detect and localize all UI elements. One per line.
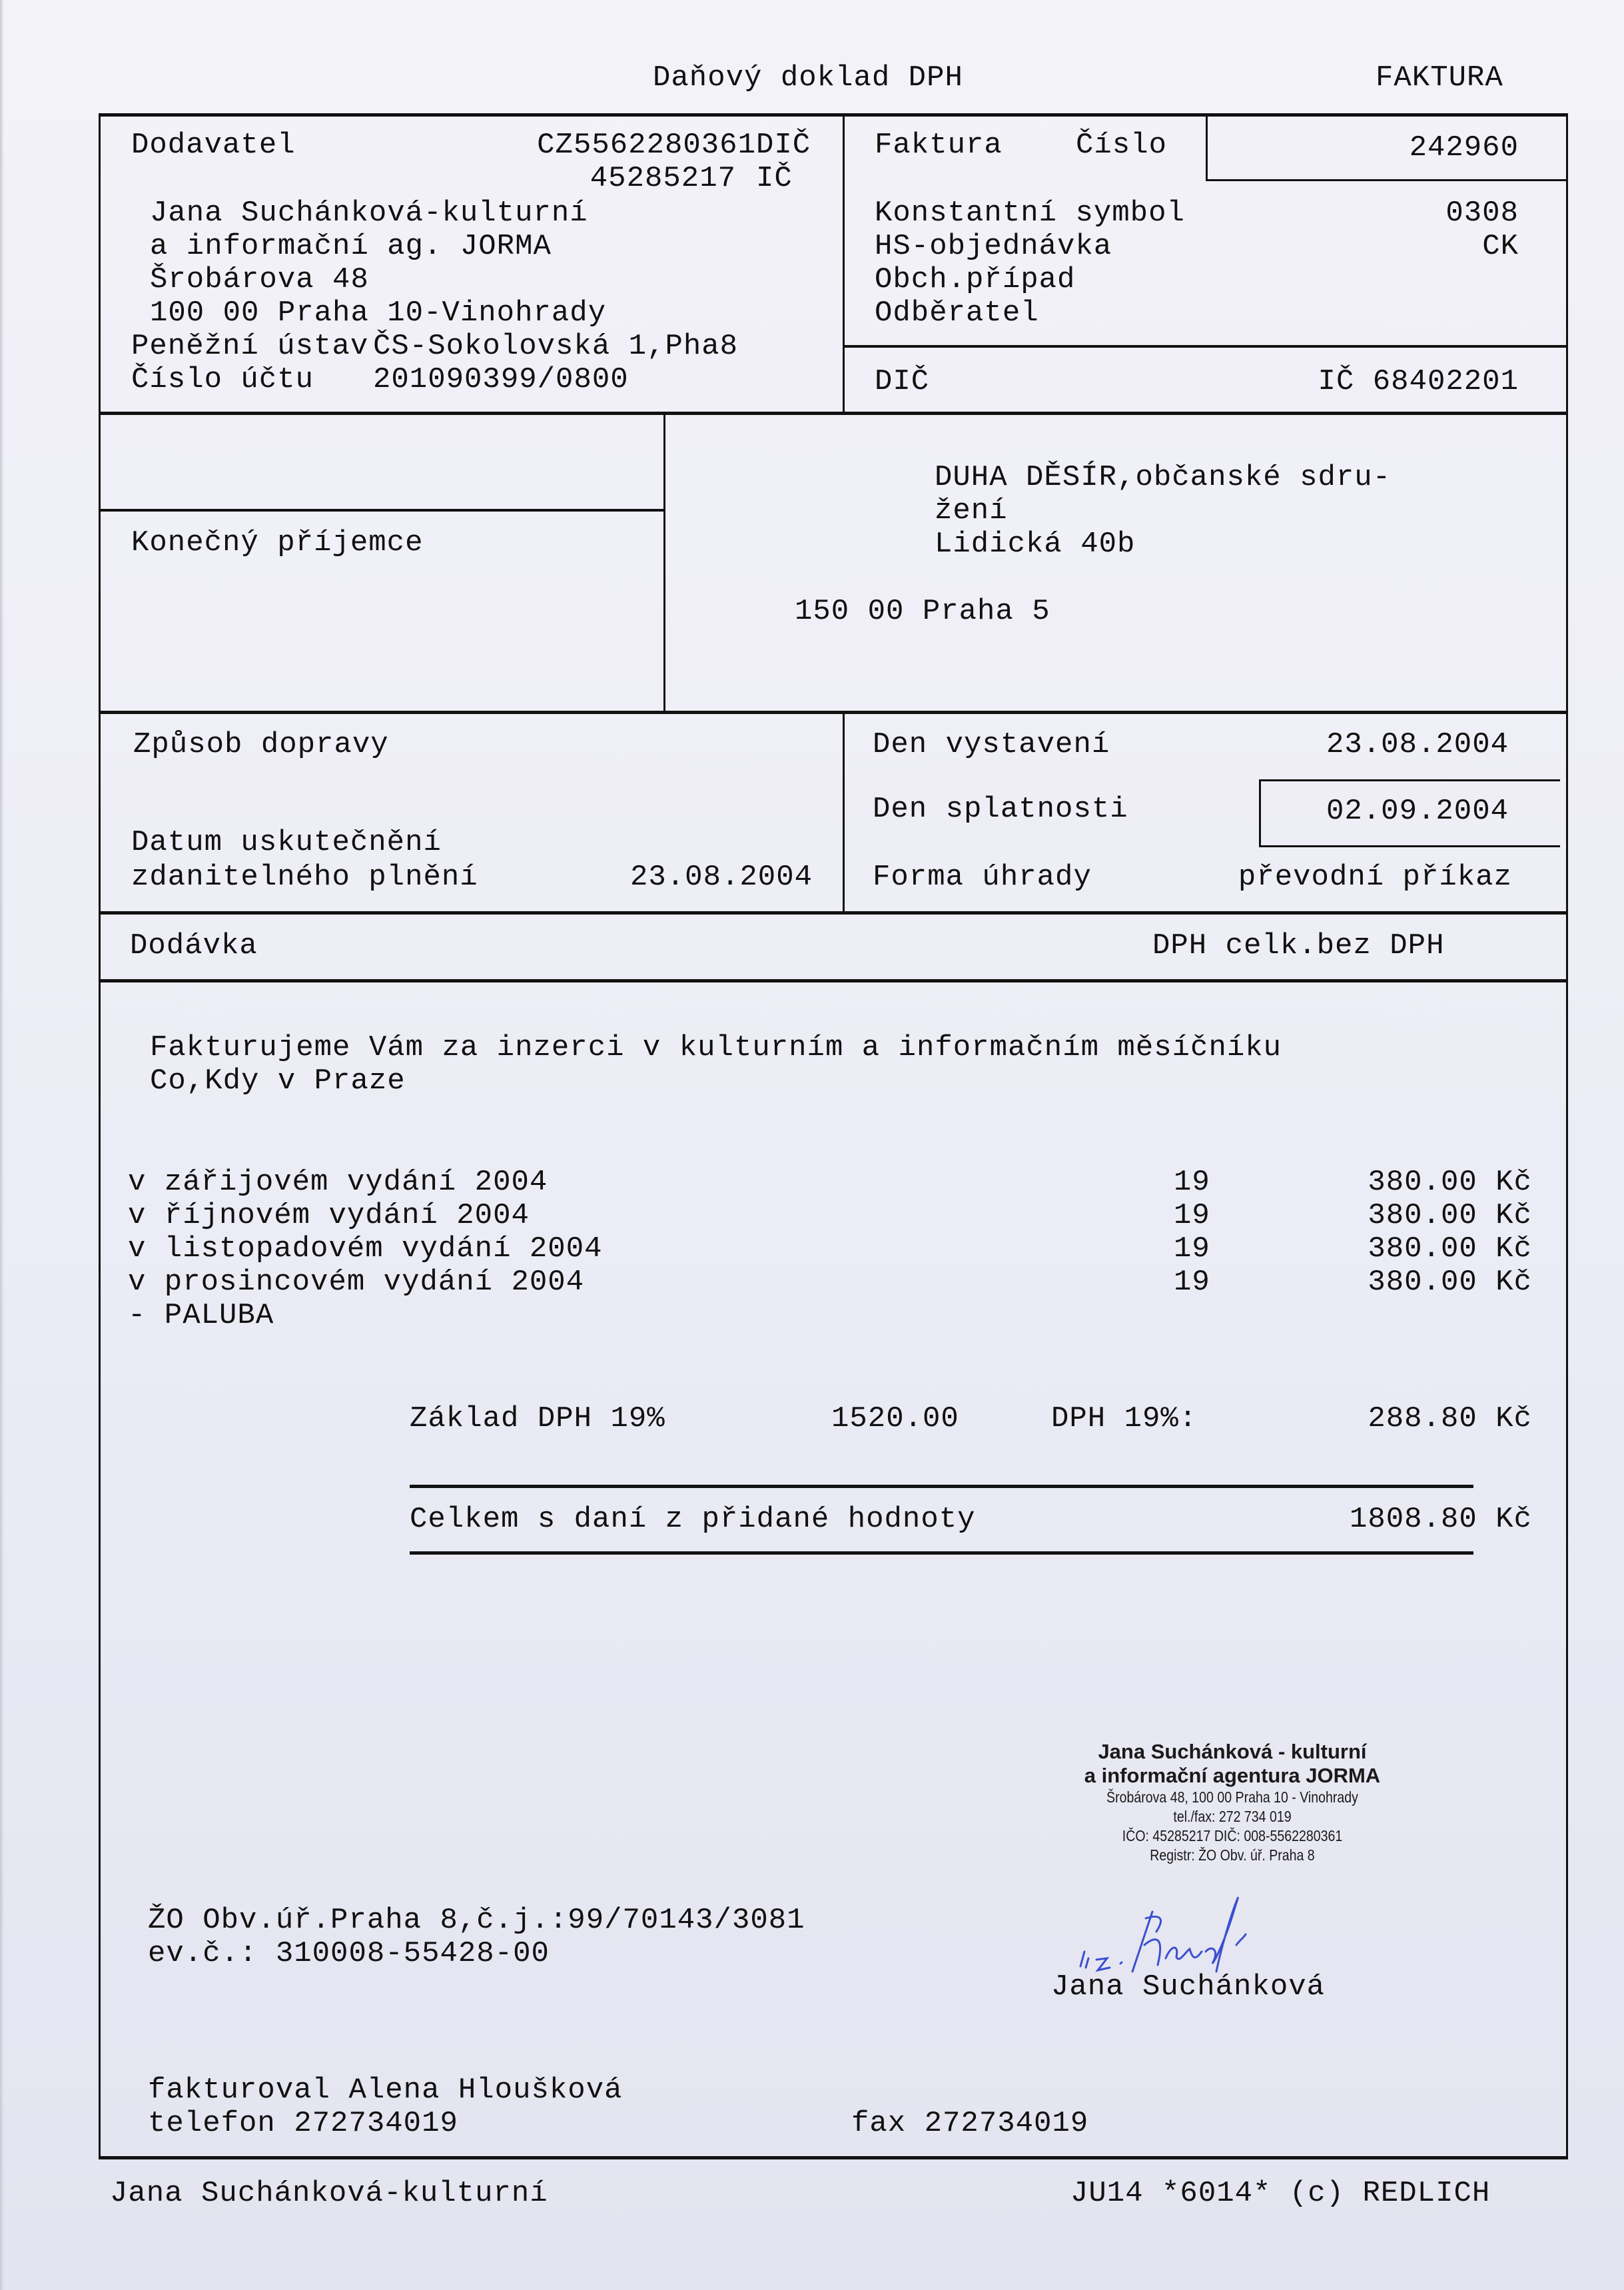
supplier-dic-label: DIČ — [756, 129, 811, 162]
divider — [99, 412, 1568, 415]
payment-method-label: Forma úhrady — [873, 861, 1092, 894]
supplier-name-line1: Jana Suchánková-kulturní — [150, 196, 588, 230]
divider — [99, 509, 665, 512]
constant-symbol-value: 0308 — [1445, 196, 1519, 230]
company-stamp — [999, 1740, 1465, 1865]
item-amount: 380.00 Kč — [1368, 1232, 1532, 1266]
account-label: Číslo účtu — [131, 363, 314, 396]
supplier-name-line2: a informační ag. JORMA — [150, 230, 552, 263]
intro-line-1: Fakturujeme Vám za inzerci v kulturním a informačním měsíčníku — [150, 1031, 1282, 1064]
item-description: v říjnovém vydání 2004 — [128, 1199, 530, 1232]
divider — [843, 713, 845, 913]
recipient-city: 150 00 Praha 5 — [795, 595, 1050, 628]
divider — [99, 711, 1568, 714]
item-vat-rate: 19 — [1174, 1232, 1210, 1266]
footer-right: JU14 *6014* (c) REDLICH — [1070, 2177, 1491, 2210]
business-case-label: Obch.případ — [875, 263, 1076, 296]
supplier-dic-value: CZ5562280361 — [537, 129, 756, 162]
stamp-line-2: a informační agentura JORMA — [1084, 1764, 1381, 1787]
form-title: FAKTURA — [1376, 61, 1503, 95]
order-label: HS-objednávka — [875, 230, 1112, 263]
total-bottom-rule — [410, 1551, 1473, 1555]
recipient-name-line1: DUHA DĚSÍR,občanské sdru- — [935, 461, 1392, 494]
stamp-line-5: IČO: 45285217 DIČ: 008-5562280361 — [1122, 1827, 1343, 1844]
due-date-label: Den splatnosti — [873, 793, 1128, 826]
divider — [99, 911, 1568, 915]
issue-date: 23.08.2004 — [1326, 728, 1509, 761]
registration-line-1: ŽO Obv.úř.Praha 8,č.j.:99/70143/3081 — [148, 1904, 805, 1937]
due-date: 02.09.2004 — [1326, 795, 1509, 828]
bank-label: Peněžní ústav — [131, 330, 369, 363]
supplier-street: Šrobárova 48 — [150, 263, 369, 296]
supplier-ic-value: 45285217 — [590, 162, 736, 195]
total-value: 1808.80 Kč — [1349, 1503, 1532, 1536]
item-vat-rate: 19 — [1174, 1266, 1210, 1299]
stamp-line-3: Šrobárova 48, 100 00 Praha 10 - Vinohrady — [1106, 1788, 1358, 1806]
item-amount: 380.00 Kč — [1368, 1266, 1532, 1299]
divider — [663, 413, 665, 713]
signer-name: Jana Suchánková — [1051, 1970, 1326, 2004]
stamp-line-1: Jana Suchánková - kulturní — [1098, 1740, 1367, 1763]
issuer-phone: telefon 272734019 — [148, 2107, 458, 2140]
item-description: v listopadovém vydání 2004 — [128, 1232, 603, 1266]
footer-left: Jana Suchánková-kulturní — [110, 2177, 548, 2210]
supplier-label: Dodavatel — [131, 129, 296, 162]
account-value: 201090399/0800 — [373, 363, 629, 396]
customer-dic-label: DIČ — [875, 365, 930, 398]
payment-method-value: převodní příkaz — [1238, 861, 1512, 894]
stamp-line-6: Registr: ŽO Obv. úř. Praha 8 — [1150, 1846, 1315, 1864]
customer-ic: IČ 68402201 — [1318, 365, 1519, 398]
recipient-street: Lidická 40b — [935, 528, 1136, 561]
issuer-fax: fax 272734019 — [851, 2107, 1089, 2140]
stamp-line-4: tel./fax: 272 734 019 — [1173, 1808, 1292, 1825]
transport-label: Způsob dopravy — [133, 728, 389, 761]
vat-base-label: Základ DPH 19% — [410, 1402, 665, 1435]
registration-line-2: ev.č.: 310008-55428-00 — [148, 1937, 550, 1970]
invoice-number: 242960 — [1409, 131, 1519, 165]
constant-symbol-label: Konstantní symbol — [875, 196, 1185, 230]
vat-base-value: 1520.00 — [831, 1402, 959, 1435]
total-top-rule — [410, 1485, 1473, 1488]
final-recipient-label: Konečný příjemce — [131, 526, 424, 560]
vat-value: 288.80 Kč — [1368, 1402, 1532, 1435]
item-vat-rate: 19 — [1174, 1199, 1210, 1232]
order-value: CK — [1482, 230, 1519, 263]
recipient-name-line2: žení — [935, 494, 1008, 528]
invoiced-by: fakturoval Alena Hloušková — [148, 2074, 623, 2107]
divider — [843, 113, 845, 413]
taxable-date-label-2: zdanitelného plnění — [131, 861, 478, 894]
customer-label: Odběratel — [875, 296, 1039, 330]
document-type-title: Daňový doklad DPH — [653, 61, 963, 95]
bank-value: ČS-Sokolovská 1,Pha8 — [373, 330, 739, 363]
issue-date-label: Den vystavení — [873, 728, 1110, 761]
supplier-city: 100 00 Praha 10-Vinohrady — [150, 296, 607, 330]
item-amount: 380.00 Kč — [1368, 1166, 1532, 1199]
divider — [99, 979, 1568, 982]
taxable-date: 23.08.2004 — [629, 861, 813, 894]
delivery-columns-header: DPH celk.bez DPH — [1152, 929, 1445, 962]
item-description: v prosincovém vydání 2004 — [128, 1266, 585, 1299]
vat-label: DPH 19%: — [1051, 1402, 1198, 1435]
invoice-label: Faktura — [875, 129, 1003, 162]
taxable-date-label-1: Datum uskutečnění — [131, 826, 442, 859]
item-amount: 380.00 Kč — [1368, 1199, 1532, 1232]
invoice-number-label: Číslo — [1076, 129, 1168, 162]
supplier-ic-label: IČ — [756, 162, 793, 195]
item-description: v zářijovém vydání 2004 — [128, 1166, 548, 1199]
total-label: Celkem s daní z přidané hodnoty — [410, 1503, 976, 1536]
intro-line-2: Co,Kdy v Praze — [150, 1064, 406, 1098]
item-vat-rate: 19 — [1174, 1166, 1210, 1199]
delivery-label: Dodávka — [130, 929, 258, 962]
item-note: - PALUBA — [128, 1299, 274, 1332]
scan-edge-left — [0, 0, 4, 2290]
divider — [843, 345, 1568, 348]
